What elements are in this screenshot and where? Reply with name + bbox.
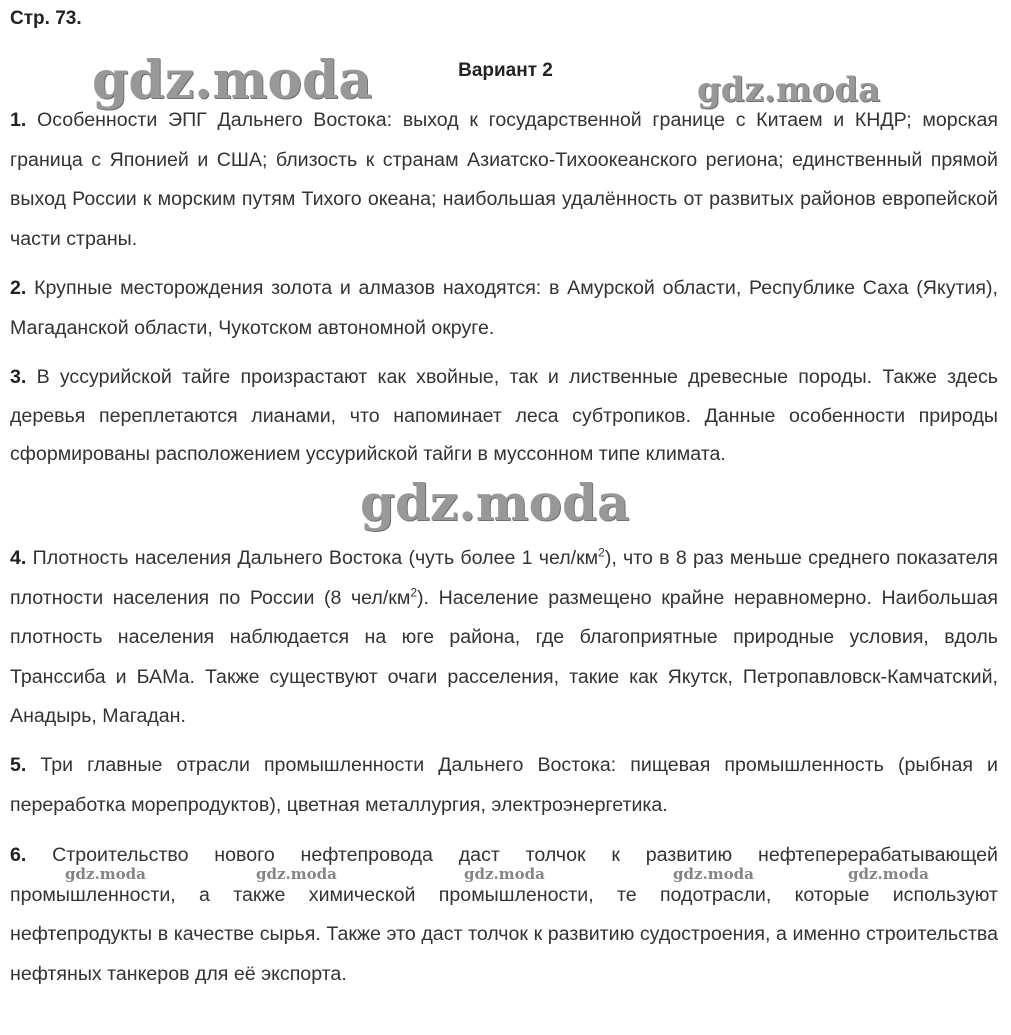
variant-title: Вариант 2	[458, 60, 553, 81]
superscript: 2	[410, 584, 418, 599]
answer-text: Строительство нового нефтепровода даст толчок к развитию нефтеперерабатывающей промышленности, а также химической промышлености, те подотрасли, которые используют нефтепродукты в качестве сырья. Также это даст толчок к развитию судостроения, а именно строительства нефтяных танкеров для её экспорта.	[10, 844, 998, 985]
watermark-logo: gdz.moda	[256, 865, 337, 883]
answer-number: 5.	[10, 754, 27, 776]
watermark-logo: gdz.moda	[360, 473, 630, 532]
watermark-logo: gdz.moda	[464, 865, 545, 883]
answer-number: 2.	[10, 277, 27, 299]
answer-number: 3.	[10, 366, 27, 388]
answer-6	[10, 836, 998, 994]
answer-number: 6.	[10, 844, 27, 866]
watermark-logo: gdz.moda	[92, 50, 373, 111]
page-number: Стр. 73.	[10, 8, 82, 29]
answer-text: Особенности ЭПГ Дальнего Востока: выход к государственной границе с Китаем и КНДР; морская граница с Японией и США; близость к странам Азиатско-Тихоокеанского региона; единственный прямой выход России к морским путям Тихого океана; наибольшая удалённость от развитых районов европейской части страны.	[10, 109, 998, 250]
answer-2	[10, 269, 998, 348]
answer-text: Три главные отрасли промышленности Дальнего Востока: пищевая промышленность (рыбная и переработка морепродуктов), цветная металлургия, электроэнергетика.	[10, 754, 998, 816]
answer-number: 1.	[10, 109, 27, 131]
answer-number: 4.	[10, 547, 27, 569]
watermark-logo: gdz.moda	[697, 70, 881, 110]
watermark-logo: gdz.moda	[848, 865, 929, 883]
watermark-logo: gdz.moda	[673, 865, 754, 883]
answer-3	[10, 358, 998, 474]
answer-4	[10, 539, 998, 737]
superscript: 2	[598, 545, 605, 560]
answer-text: Крупные месторождения золота и алмазов находятся: в Амурской области, Республике Саха (Якутия), Магаданской области, Чукотском автономной округе.	[10, 277, 998, 339]
answer-text	[10, 547, 998, 727]
answer-text: В уссурийской тайге произрастают как хвойные, так и лиственные древесные породы. Также здесь деревья переплетаются лианами, что напоминает леса субтропиков. Данные особенности природы сформированы расположением уссурийской тайги в муссонном типе климата.	[10, 366, 998, 465]
answer-text-part: ). Население размещено крайне неравномерно. Наибольшая плотность населения наблюдается на юге района, где благоприятные природные условия, вдоль Транссиба и БАМа. Также существуют очаги расселения, такие как Якутск, Петропавловск-Камчатский, Анадырь, Магадан.	[10, 586, 999, 727]
watermark-logo: gdz.moda	[65, 865, 146, 883]
answer-text-part: ), что в 8 раз меньше среднего показателя плотности населения по России (8 чел/км	[10, 547, 998, 609]
answer-text-part: Плотность населения Дальнего Востока (чуть более 1 чел/км	[32, 547, 599, 569]
answer-5	[10, 746, 998, 825]
answer-1	[10, 101, 998, 259]
